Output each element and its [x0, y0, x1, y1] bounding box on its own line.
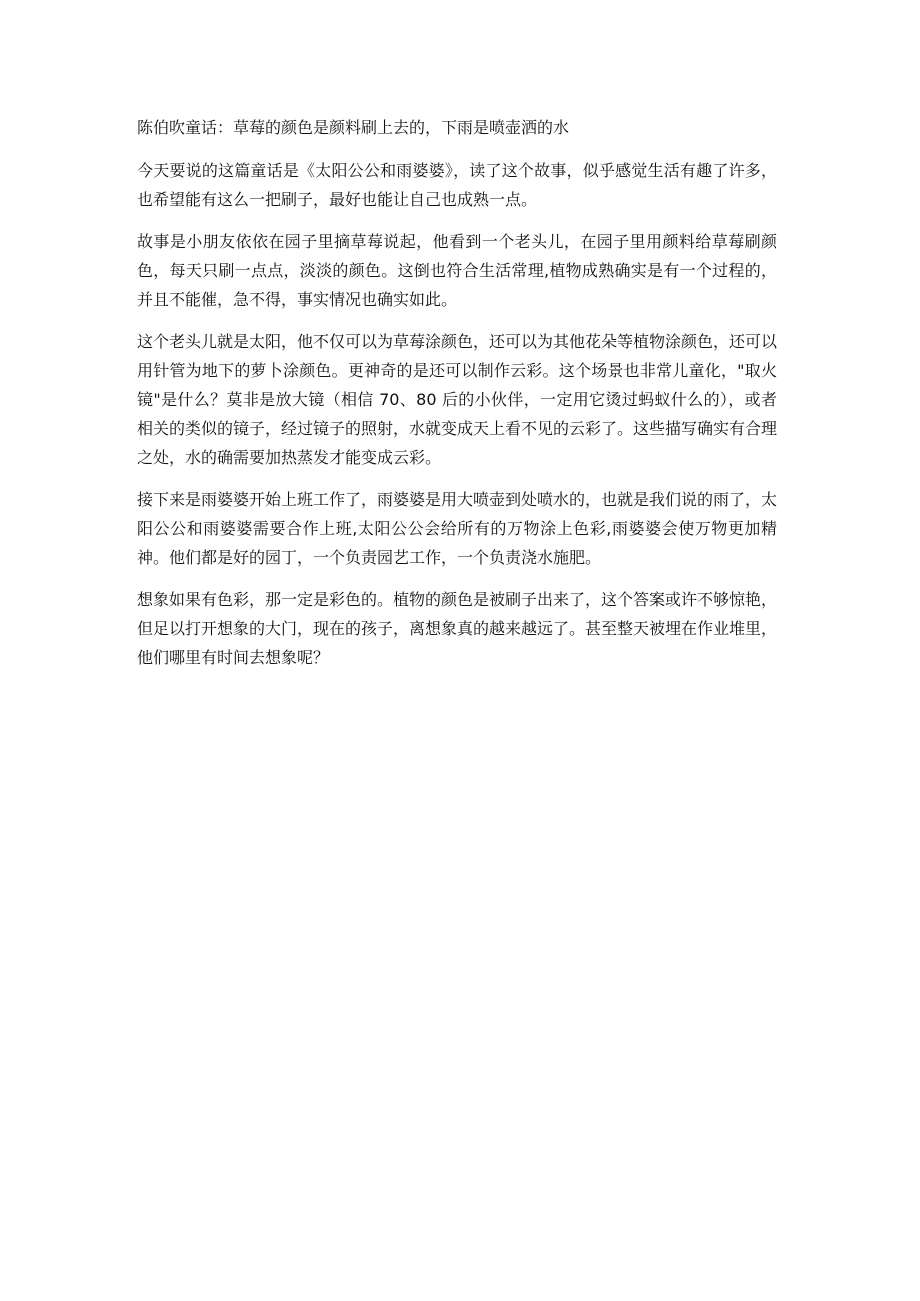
paragraph-3: 这个老头儿就是太阳，他不仅可以为草莓涂颜色，还可以为其他花朵等植物涂颜色，还可以用针管为地下的萝卜涂颜色。更神奇的是还可以制作云彩。这个场景也非常儿童化，"取火镜"是什么？莫非是放大镜（相信 70、80 后的小伙伴，一定用它烫过蚂蚁什么的），或者相关的类似的镜子，经过镜子的照射，水就变成天上看不见的云彩了。这些描写确实有合理之处，水的确需要加热蒸发才能变成云彩。 — [137, 332, 778, 467]
paragraph-1: 今天要说的这篇童话是《太阳公公和雨婆婆》，读了这个故事，似乎感觉生活有趣了许多，也希望能有这么一把刷子，最好也能让自己也成熟一点。 — [137, 161, 777, 209]
article-title: 陈伯吹童话：草莓的颜色是颜料刷上去的，下雨是喷壶洒的水 — [137, 118, 570, 137]
paragraph-4: 接下来是雨婆婆开始上班工作了，雨婆婆是用大喷壶到处喷水的，也就是我们说的雨了，太阳公公和雨婆婆需要合作上班,太阳公公会给所有的万物涂上色彩,雨婆婆会使万物更加精神。他们都是好的园丁，一个负责园艺工作，一个负责浇水施肥。 — [137, 490, 778, 567]
article-body — [137, 113, 777, 685]
paragraph-5: 想象如果有色彩，那一定是彩色的。植物的颜色是被刷子出来了，这个答案或许不够惊艳，但足以打开想象的大门，现在的孩子，离想象真的越来越远了。甚至整天被埋在作业堆里，他们哪里有时间去想象呢？ — [137, 590, 778, 667]
paragraph-2: 故事是小朋友依依在园子里摘草莓说起，他看到一个老头儿，在园子里用颜料给草莓刷颜色，每天只刷一点点，淡淡的颜色。这倒也符合生活常理,植物成熟确实是有一个过程的，并且不能催，急不得，事实情况也确实如此。 — [137, 232, 777, 309]
